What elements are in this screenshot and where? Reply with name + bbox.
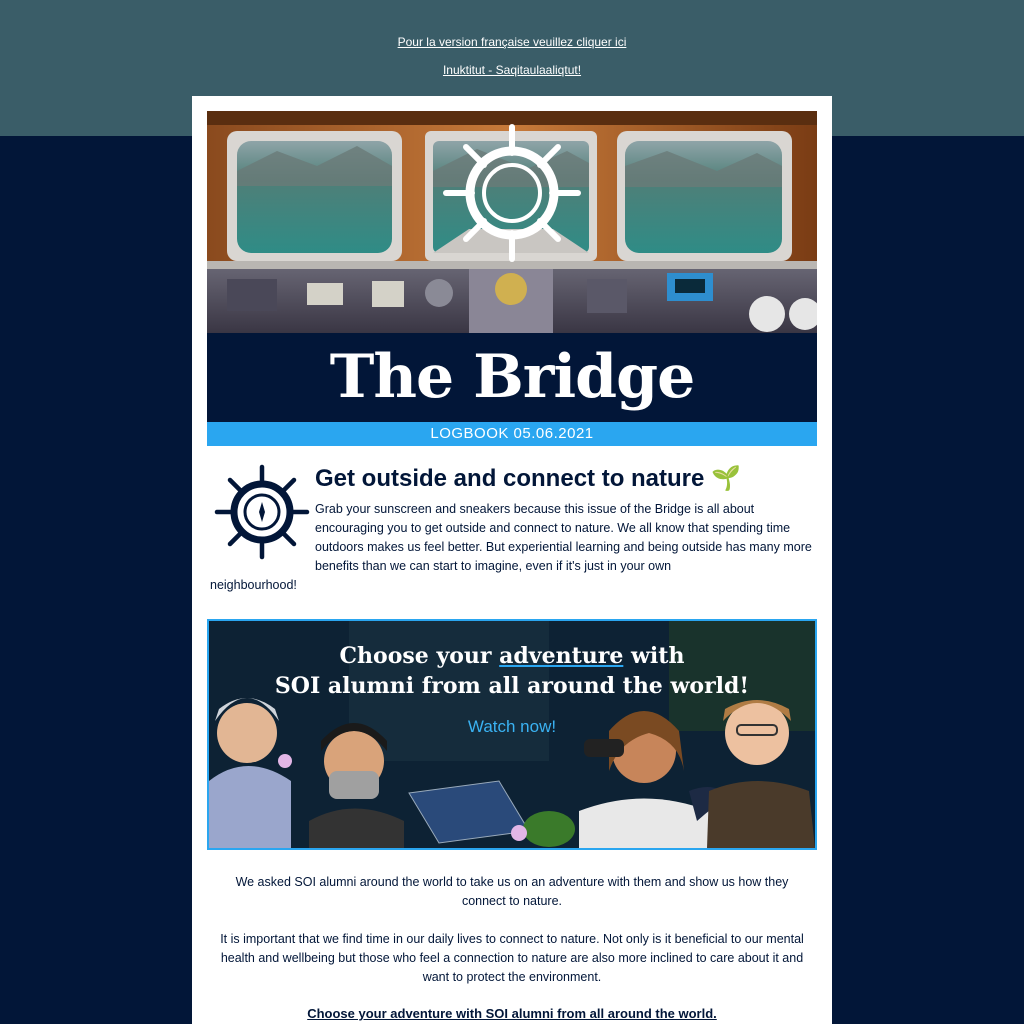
body-paragraph-1: We asked SOI alumni around the world to take us on an adventure with them and show us how they connect to nature. (235, 875, 789, 908)
hero-image (207, 111, 817, 333)
intro-last-line: neighbourhood! (210, 578, 297, 592)
inuktitut-version-link[interactable]: Inuktitut - Saqitaulaaliqtut! (442, 63, 582, 77)
banner-headline-1: Choose your adventure with (339, 643, 685, 669)
adventure-link[interactable]: Choose your adventure with SOI alumni from all around the world. (307, 1006, 717, 1021)
newsletter-card (192, 96, 832, 1024)
watch-now-button[interactable]: Watch now! (467, 717, 557, 736)
ship-bridge-illustration (207, 111, 817, 333)
section-heading: Get outside and connect to nature 🌱 (315, 465, 741, 492)
logbook-date: LOGBOOK 05.06.2021 (207, 422, 817, 446)
newsletter-title: The Bridge (207, 333, 817, 422)
banner-headline-2: SOI alumni from all around the world! (274, 673, 750, 699)
body-paragraph-2: It is important that we find time in our daily lives to connect to nature. Not only is it beneficial to our mental health and wellbeing but those who feel a connection to nature are also more inclined to care about it and want to protect the environment. (220, 932, 804, 984)
intro-first-lines: Grab your sunscreen and sneakers because this issue of the Bridge is all about encouraging you to get outside and connect to nature. We all know that spending time outdoors makes us feel better. But experiential learning and being outside has many more benefits than we can start to imagine, even if it's just in your own (315, 502, 812, 573)
intro-paragraph (210, 500, 816, 595)
french-version-link[interactable]: Pour la version française veuillez cliquer ici (397, 35, 627, 49)
adventure-video-banner[interactable] (207, 619, 817, 850)
